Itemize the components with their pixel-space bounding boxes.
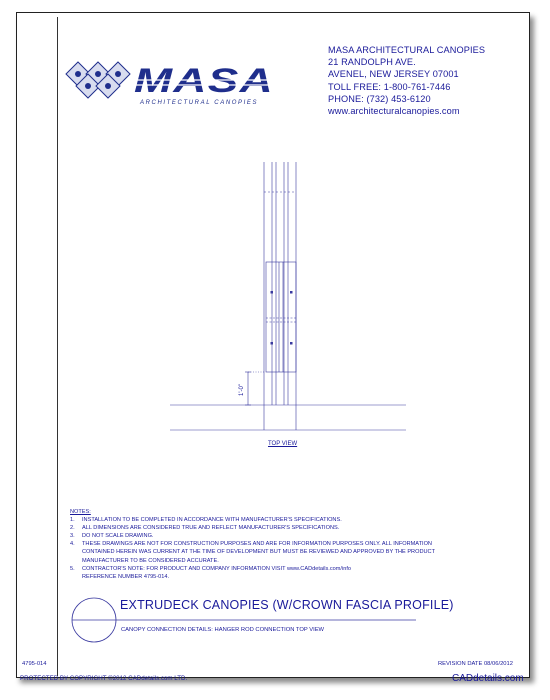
drawing-title: EXTRUDECK CANOPIES (W/CROWN FASCIA PROFILE): [120, 598, 454, 612]
note-number: 4.: [70, 541, 75, 548]
note-number: 2.: [70, 525, 75, 532]
note-item: [70, 524, 435, 532]
company-name: MASA ARCHITECTURAL CANOPIES: [328, 45, 486, 55]
company-tollfree: TOLL FREE: 1-800-761-7446: [328, 81, 451, 92]
dimension-label: 1'-0": [239, 384, 245, 396]
note-line: ALL DIMENSIONS ARE CONSIDERED TRUE AND REFLECT MANUFACTURER'S SPECIFICATIONS.: [82, 525, 340, 532]
note-item: [70, 532, 435, 540]
company-phone: PHONE: (732) 453-6120: [328, 93, 431, 104]
note-number: 1.: [70, 517, 75, 524]
logo-wordmark: MASA: [134, 62, 274, 100]
note-item: [70, 565, 435, 581]
logo-diamond-icon: [66, 62, 130, 98]
caddetails-brand[interactable]: CADdetails.com: [452, 673, 524, 684]
note-line: CONTAINED HEREIN WAS CURRENT AT THE TIME OF DEVELOPMENT BUT MUST BE REVIEWED AND APPROVED BY THE PRODUCT: [82, 549, 435, 556]
note-number: 5.: [70, 565, 75, 572]
reference-number: 4795-014: [22, 661, 47, 667]
company-address-1: 21 RANDOLPH AVE.: [328, 57, 416, 68]
copyright-notice: PROTECTED BY COPYRIGHT ©2012 CADdetails.com LTD.: [20, 675, 188, 682]
notes-title: NOTES:: [70, 509, 91, 515]
note-line: INSTALLATION TO BE COMPLETED IN ACCORDANCE WITH MANUFACTURER'S SPECIFICATIONS.: [82, 517, 342, 524]
notes-block: [70, 508, 435, 581]
revision-date: REVISION DATE 08/06/2012: [438, 661, 513, 667]
note-line: DO NOT SCALE DRAWING.: [82, 533, 154, 540]
note-line: REFERENCE NUMBER 4795-014.: [82, 573, 170, 580]
note-item: [70, 516, 435, 524]
drawing-subtitle: CANOPY CONNECTION DETAILS: HANGER ROD CONNECTION TOP VIEW: [121, 627, 325, 633]
note-line: THESE DRAWINGS ARE NOT FOR CONSTRUCTION PURPOSES AND ARE FOR INFORMATION PURPOSES ONLY. ALL INFORMATION: [82, 541, 432, 548]
logo-tagline: ARCHITECTURAL CANOPIES: [140, 100, 259, 106]
note-line: CONTRACTOR'S NOTE: FOR PRODUCT AND COMPANY INFORMATION VISIT www.CADdetails.com/info: [82, 565, 351, 572]
company-info: [328, 44, 485, 117]
masa-logo: [60, 58, 280, 108]
note-item: [70, 540, 435, 564]
note-line: MANUFACTURER TO BE CONSIDERED ACCURATE.: [82, 557, 219, 564]
company-address-2: AVENEL, NEW JERSEY 07001: [328, 69, 459, 80]
view-label: TOP VIEW: [268, 441, 298, 447]
note-number: 3.: [70, 533, 75, 540]
company-website[interactable]: www.architecturalcanopies.com: [328, 106, 460, 117]
